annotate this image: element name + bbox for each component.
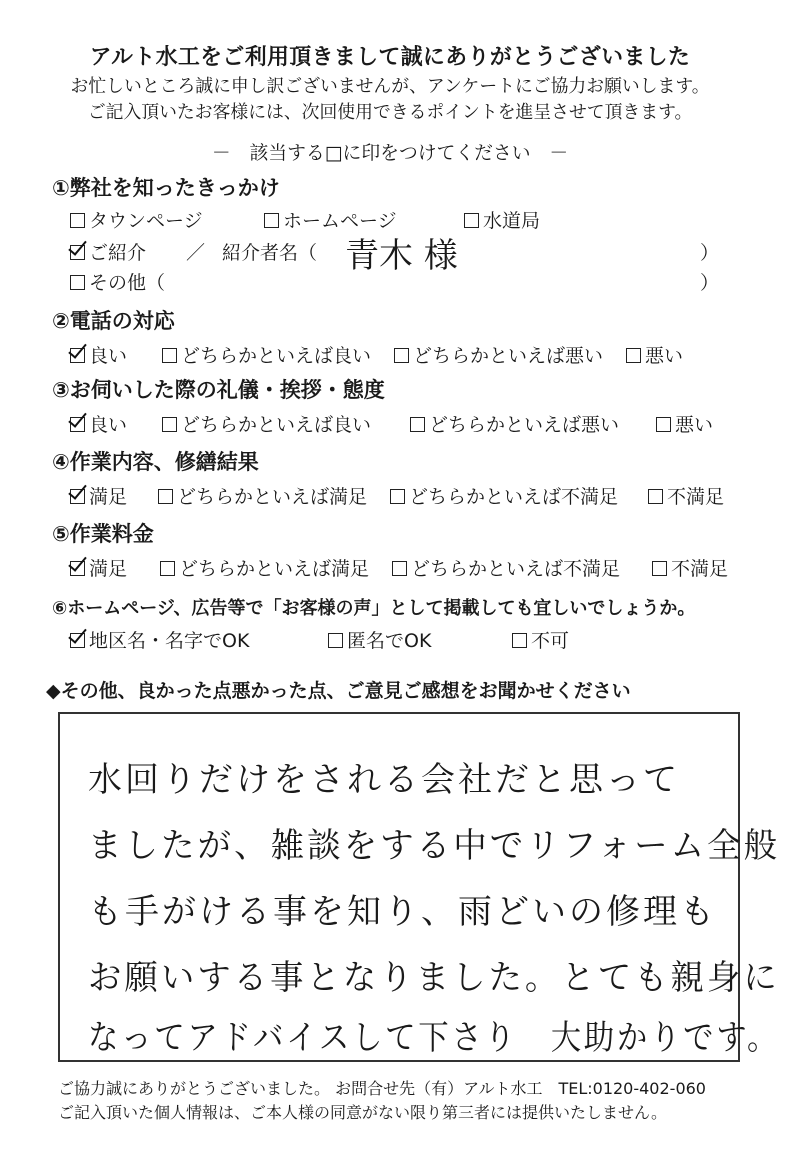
checkbox-icon[interactable] xyxy=(648,489,663,504)
checkbox-icon[interactable] xyxy=(626,348,641,363)
header-line-3: ご記入頂いたお客様には、次回使用できるポイントを進呈させて頂きます。 xyxy=(87,102,693,123)
q3-option-3[interactable]: どちらかといえば悪い xyxy=(410,410,619,437)
q1-option-suidou[interactable]: 水道局 xyxy=(464,206,540,233)
q1-slash: ／ xyxy=(186,242,206,264)
q3-option-1[interactable]: 良い xyxy=(70,410,127,437)
header-line-2: お忙しいところ誠に申し訳ございませんが、アンケートにご協力お願いします。 xyxy=(70,76,710,97)
comment-line-3: も手がける事を知り、雨どいの修理も xyxy=(88,892,717,932)
checkbox-checked-icon[interactable] xyxy=(70,489,85,504)
checkbox-icon[interactable] xyxy=(160,561,175,576)
q2-option-1[interactable]: 良い xyxy=(70,341,127,368)
q4-option-3[interactable]: どちらかといえば不満足 xyxy=(390,482,618,509)
q1-close-paren-2: ） xyxy=(700,272,720,294)
q6-option-1[interactable]: 地区名・名字でOK xyxy=(70,626,249,653)
q5-option-1[interactable]: 満足 xyxy=(70,554,127,581)
checkbox-icon[interactable] xyxy=(70,275,85,290)
checkbox-icon[interactable] xyxy=(328,633,343,648)
q6-title: ⑥ホームページ、広告等で「お客様の声」として掲載しても宜しいでしょうか。 xyxy=(52,598,696,619)
checkbox-checked-icon[interactable] xyxy=(70,245,85,260)
q5-option-4[interactable]: 不満足 xyxy=(652,554,728,581)
comments-title: ◆その他、良かった点悪かった点、ご意見ご感想をお聞かせください xyxy=(46,680,631,702)
checkbox-checked-icon[interactable] xyxy=(70,348,85,363)
q4-option-4[interactable]: 不満足 xyxy=(648,482,724,509)
q3-option-4[interactable]: 悪い xyxy=(656,410,713,437)
checkbox-icon[interactable] xyxy=(392,561,407,576)
q2-option-3[interactable]: どちらかといえば悪い xyxy=(394,341,603,368)
comment-line-2: ましたが、雑談をする中でリフォーム全般 xyxy=(88,826,781,866)
q6-option-2[interactable]: 匿名でOK xyxy=(328,626,431,653)
instruction-text: － 該当する□に印をつけてください － xyxy=(211,142,569,164)
form-title: アルト水工をご利用頂きまして誠にありがとうございました xyxy=(89,45,691,70)
q4-option-2[interactable]: どちらかといえば満足 xyxy=(158,482,367,509)
checkbox-icon[interactable] xyxy=(162,348,177,363)
q3-option-2[interactable]: どちらかといえば良い xyxy=(162,410,371,437)
q1-shoukaisha-label: 紹介者名（ xyxy=(222,242,318,264)
checkbox-checked-icon[interactable] xyxy=(70,417,85,432)
checkbox-checked-icon[interactable] xyxy=(70,633,85,648)
checkbox-icon[interactable] xyxy=(652,561,667,576)
checkbox-icon[interactable] xyxy=(70,213,85,228)
q1-title: ①弊社を知ったきっかけ xyxy=(52,176,280,200)
q1-option-homepage[interactable]: ホームページ xyxy=(264,206,397,233)
checkbox-icon[interactable] xyxy=(390,489,405,504)
footer-privacy: ご記入頂いた個人情報は、ご本人様の同意がない限り第三者には提供いたしません。 xyxy=(58,1103,667,1122)
q1-option-townpage[interactable]: タウンページ xyxy=(70,206,203,233)
q4-option-1[interactable]: 満足 xyxy=(70,482,127,509)
q1-option-shoukai[interactable]: ご紹介 xyxy=(70,238,146,265)
checkbox-icon[interactable] xyxy=(410,417,425,432)
comment-line-1: 水回りだけをされる会社だと思って xyxy=(88,760,680,800)
q2-option-4[interactable]: 悪い xyxy=(626,341,683,368)
q4-title: ④作業内容、修繕結果 xyxy=(52,450,259,474)
q1-shoukaisha-name[interactable]: 青木 様 xyxy=(345,236,458,276)
q2-option-2[interactable]: どちらかといえば良い xyxy=(162,341,371,368)
q6-option-3[interactable]: 不可 xyxy=(512,626,569,653)
checkbox-icon[interactable] xyxy=(158,489,173,504)
checkbox-icon[interactable] xyxy=(464,213,479,228)
checkbox-checked-icon[interactable] xyxy=(70,561,85,576)
q5-option-3[interactable]: どちらかといえば不満足 xyxy=(392,554,620,581)
comment-line-4: お願いする事となりました。とても親身に xyxy=(88,958,780,998)
checkbox-icon[interactable] xyxy=(264,213,279,228)
q3-title: ③お伺いした際の礼儀・挨拶・態度 xyxy=(52,378,385,402)
q1-close-paren: ） xyxy=(700,242,720,264)
comment-line-5: なってアドバイスして下さり 大助かりです。 xyxy=(88,1018,781,1058)
checkbox-icon[interactable] xyxy=(512,633,527,648)
q5-option-2[interactable]: どちらかといえば満足 xyxy=(160,554,369,581)
checkbox-icon[interactable] xyxy=(162,417,177,432)
q5-title: ⑤作業料金 xyxy=(52,522,154,546)
q1-option-other[interactable]: その他（ xyxy=(70,268,165,295)
checkbox-icon[interactable] xyxy=(394,348,409,363)
footer-contact: ご協力誠にありがとうございました。 お問合せ先（有）アルト水工 TEL:0120-402-060 xyxy=(58,1079,706,1098)
q2-title: ②電話の対応 xyxy=(52,309,175,333)
checkbox-icon[interactable] xyxy=(656,417,671,432)
